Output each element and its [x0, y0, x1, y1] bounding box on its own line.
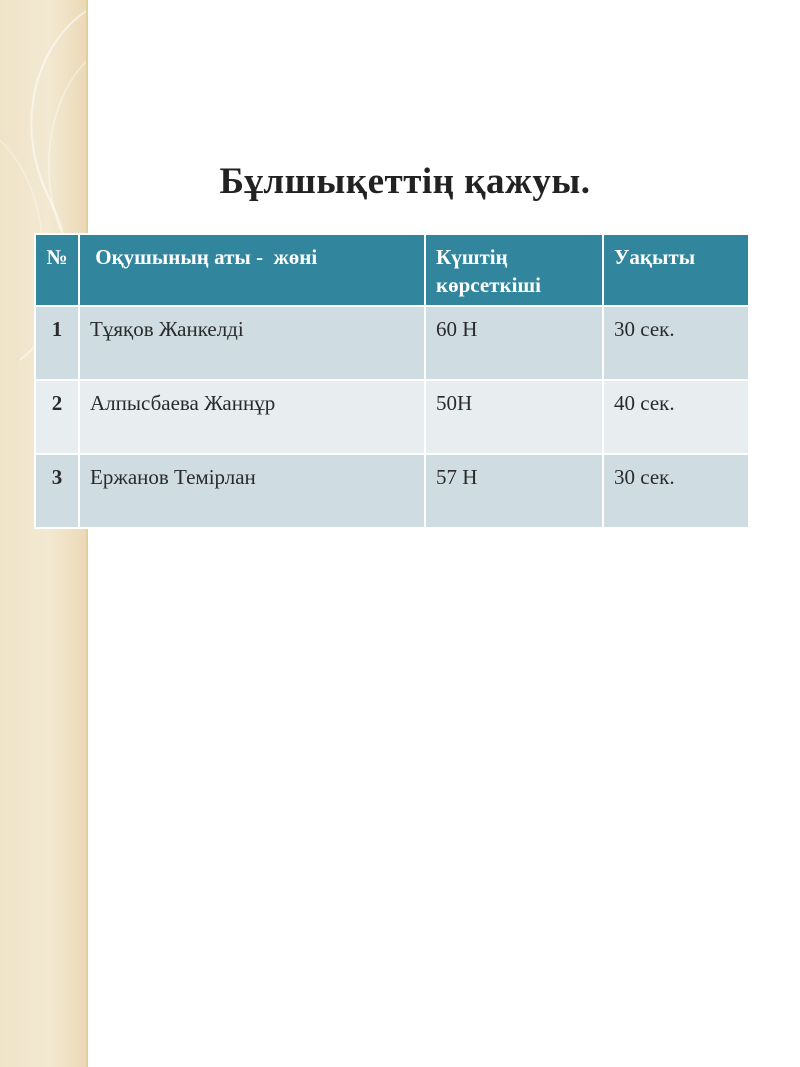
results-table	[34, 233, 750, 529]
time-value: 40 сек.	[603, 380, 749, 454]
table-header-row	[35, 234, 749, 306]
time-value: 30 сек.	[603, 454, 749, 528]
header-time: Уақыты	[603, 234, 749, 306]
row-number: 2	[35, 380, 79, 454]
table-row	[35, 306, 749, 380]
header-student-name: Оқушының аты - жөні	[79, 234, 425, 306]
header-number: №	[35, 234, 79, 306]
table-row	[35, 380, 749, 454]
student-name: Тұяқов Жанкелді	[79, 306, 425, 380]
slide-title: Бұлшықеттің қажуы.	[219, 161, 591, 202]
force-value: 60 Н	[425, 306, 603, 380]
student-name: Ержанов Темірлан	[79, 454, 425, 528]
header-force-value: Күштің көрсеткіші	[425, 234, 603, 306]
row-number: 1	[35, 306, 79, 380]
force-value: 57 Н	[425, 454, 603, 528]
time-value: 30 сек.	[603, 306, 749, 380]
student-name: Алпысбаева Жаннұр	[79, 380, 425, 454]
table-row	[35, 454, 749, 528]
force-value: 50Н	[425, 380, 603, 454]
row-number: 3	[35, 454, 79, 528]
